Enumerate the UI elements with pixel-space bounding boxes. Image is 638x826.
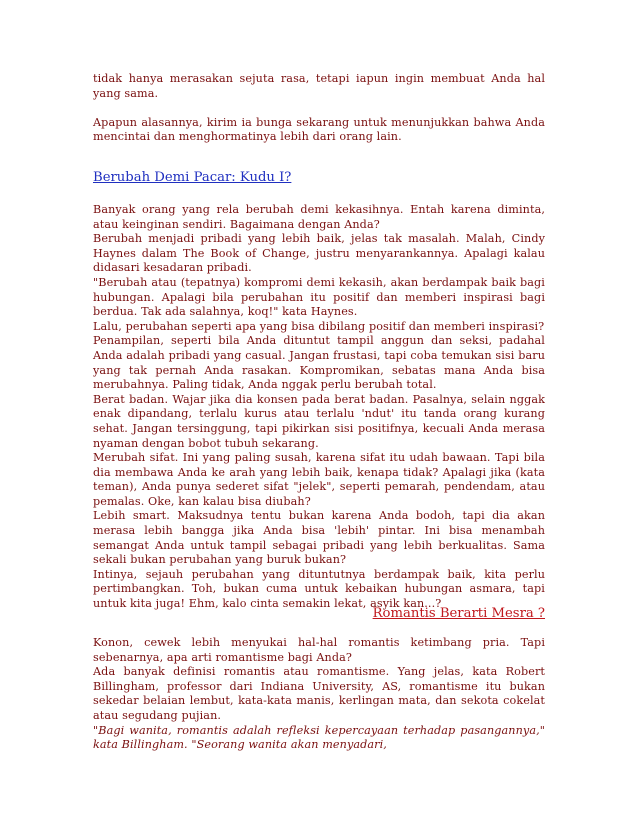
paragraph: Merubah sifat. Ini yang paling susah, karena sifat itu udah bawaan. Tapi bila dia membawa Anda ke arah yang lebih baik, kenapa tidak? Apalagi jika (kata teman), Anda punya sederet sifat "jelek", seperti pemarah, pendendam, atau pemalas. Oke, kan kalau bisa diubah? [93, 451, 545, 508]
paragraph: Berat badan. Wajar jika dia konsen pada berat badan. Pasalnya, selain nggak enak dipandang, terlalu kurus atau terlalu 'ndut' itu tanda orang kurang sehat. Jangan tersinggung, tapi pikirkan sisi positifnya, kecuali Anda merasa nyaman dengan bobot tubuh sekarang. [93, 392, 545, 450]
paragraph: "Berubah atau (tepatnya) kompromi demi kekasih, akan berdampak baik bagi hubungan. Apalagi bila perubahan itu positif dan memberi inspirasi bagi berdua. Tak ada salahnya, koq!" kata Haynes. [93, 275, 545, 319]
paragraph: tidak hanya merasakan sejuta rasa, tetapi iapun ingin membuat Anda hal yang sama. [93, 72, 545, 100]
paragraph: Intinya, sejauh perubahan yang dituntutnya berdampak baik, kita perlu pertimbangkan. Toh, bukan cuma untuk kebaikan hubungan asmara, tapi untuk kita juga! Ehm, kalo cinta semakin lekat, asyik kan...? [93, 567, 545, 611]
paragraph: Ada banyak definisi romantis atau romantisme. Yang jelas, kata Robert Billingham, professor dari Indiana University, AS, romantisme itu bukan sekedar belaian lembut, kata-kata manis, kerlingan mata, dan sekota cokelat atau segudang pujian. [93, 665, 545, 722]
paragraph: Lebih smart. Maksudnya tentu bukan karena Anda bodoh, tapi dia akan merasa lebih bangga jika Anda bisa 'lebih' pintar. Ini bisa menambah semangat Anda untuk tampil sebagai pribadi yang lebih berkualitas. Sama sekali bukan perubahan yang buruk bukan? [93, 509, 545, 567]
paragraph: Penampilan, seperti bila Anda dituntut tampil anggun dan seksi, padahal Anda adalah pribadi yang casual. Jangan frustasi, tapi coba temukan sisi baru yang tak pernah Anda rasakan. Kompromikan, sebatas mana Anda bisa merubahnya. Paling tidak, Anda nggak perlu berubah total. [93, 334, 545, 392]
paragraph: Konon, cewek lebih menyukai hal-hal romantis ketimbang pria. Tapi sebenarnya, apa arti romantisme bagi Anda? [93, 636, 545, 664]
paragraph: Lalu, perubahan seperti apa yang bisa dibilang positif dan memberi inspirasi? [93, 319, 545, 333]
paragraph: Banyak orang yang rela berubah demi kekasihnya. Entah karena diminta, atau keinginan sendiri. Bagaimana dengan Anda? [93, 203, 545, 231]
intro-block [93, 72, 545, 145]
italic-quote: "Bagi wanita, romantis adalah refleksi kepercayaan terhadap pasangannya," kata Billingham. "Seorang wanita akan menyadari, [93, 723, 545, 752]
section-heading-berubah: Berubah Demi Pacar: Kudu I? [93, 170, 292, 185]
paragraph: Apapun alasannya, kirim ia bunga sekarang untuk menunjukkan bahwa Anda mencintai dan menghormatinya lebih dari orang lain. [93, 115, 545, 144]
paragraph: Berubah menjadi pribadi yang lebih baik, jelas tak masalah. Malah, Cindy Haynes dalam The Book of Change, justru menyarankannya. Apalagi kalau didasari kesadaran pribadi. [93, 232, 545, 275]
section-berubah-body [93, 203, 545, 612]
section-heading-romantis: Romantis Berarti Mesra ? [372, 606, 545, 621]
section-romantis-body [93, 636, 545, 753]
